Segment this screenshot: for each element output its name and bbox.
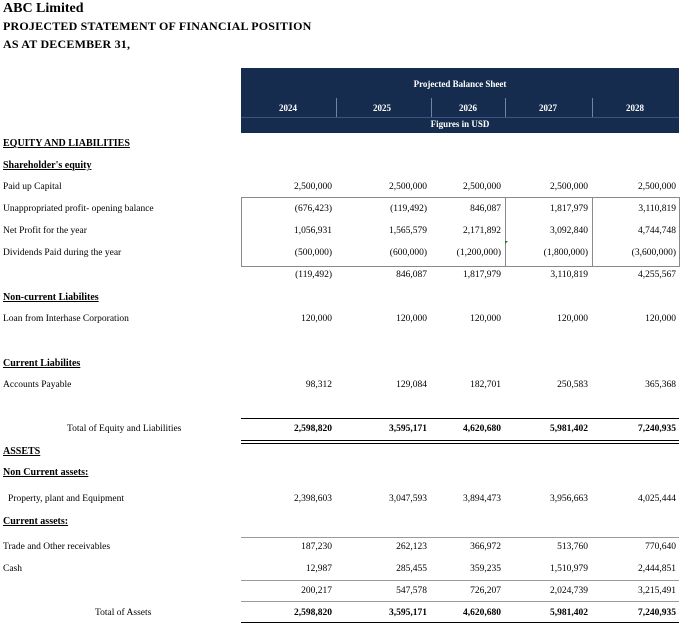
section-current-liabilities: Current Liabilites <box>3 358 81 369</box>
cell-net-profit-2028: 4,744,748 <box>638 226 676 236</box>
cell-loan-2026: 120,000 <box>470 314 501 324</box>
section-equity-liabilities: EQUITY AND LIABILITIES <box>3 138 130 149</box>
cell-comment-marker <box>505 241 508 244</box>
total-top-rule <box>241 418 679 419</box>
year-header-2025: 2025 <box>373 103 391 113</box>
cell-dividends-2026: (1,200,000) <box>456 248 501 258</box>
cell-unappropriated-closing-2024: (119,492) <box>295 270 332 280</box>
cell-current-assets-total-2028: 3,215,491 <box>638 586 676 596</box>
cell-receivables-2027: 513,760 <box>557 542 588 552</box>
cell-unappropriated-closing-2025: 846,087 <box>396 270 427 280</box>
cell-current-assets-total-2024: 200,217 <box>301 586 332 596</box>
current-assets-top-rule <box>241 537 679 538</box>
cell-receivables-2028: 770,640 <box>645 542 676 552</box>
cell-net-profit-2024: 1,056,931 <box>294 226 332 236</box>
cell-cash-2025: 285,455 <box>396 564 427 574</box>
cell-unappropriated-opening-2024: (676,423) <box>294 204 332 214</box>
row-label-total-assets: Total of Assets <box>95 608 152 618</box>
row-label-net-profit: Net Profit for the year <box>3 226 87 236</box>
cell-receivables-2026: 366,972 <box>470 542 501 552</box>
section-assets: ASSETS <box>3 446 41 457</box>
year-divider <box>336 98 337 117</box>
section-shareholders-equity: Shareholder's equity <box>3 160 92 171</box>
cell-loan-2027: 120,000 <box>557 314 588 324</box>
row-label-dividends: Dividends Paid during the year <box>3 248 122 258</box>
section-non-current-liabilities: Non-current Liabilites <box>3 292 99 303</box>
cell-accounts-payable-2025: 129,084 <box>396 380 427 390</box>
banner-divider <box>241 117 679 118</box>
cell-receivables-2024: 187,230 <box>301 542 332 552</box>
cell-loan-2024: 120,000 <box>301 314 332 324</box>
row-label-total-equity-liabilities: Total of Equity and Liabilities <box>67 424 182 434</box>
cell-unappropriated-closing-2026: 1,817,979 <box>463 270 501 280</box>
section-current-assets: Current assets: <box>3 516 69 527</box>
cell-paid-up-capital-2024: 2,500,000 <box>294 182 332 192</box>
section-non-current-assets: Non Current assets: <box>3 467 89 478</box>
cell-total-assets-2026: 4,620,680 <box>463 608 501 618</box>
cell-total-equity-liabilities-2027: 5,981,402 <box>550 424 588 434</box>
year-header-2024: 2024 <box>279 103 297 113</box>
cell-ppe-2026: 3,894,473 <box>463 494 501 504</box>
cell-unappropriated-opening-2026: 846,087 <box>470 204 501 214</box>
cell-total-equity-liabilities-2028: 7,240,935 <box>638 424 676 434</box>
cell-net-profit-2027: 3,092,840 <box>550 226 588 236</box>
row-label-unappropriated-opening: Unappropriated profit- opening balance <box>3 204 154 214</box>
current-assets-subtotal-rule <box>241 580 679 581</box>
cell-unappropriated-opening-2025: (119,492) <box>390 204 427 214</box>
cell-total-equity-liabilities-2025: 3,595,171 <box>389 424 427 434</box>
cell-current-assets-total-2025: 547,578 <box>396 586 427 596</box>
cell-dividends-2024: (500,000) <box>294 248 332 258</box>
total-assets-top-rule <box>241 601 679 602</box>
cell-net-profit-2026: 2,171,892 <box>463 226 501 236</box>
cell-accounts-payable-2028: 365,368 <box>645 380 676 390</box>
total-assets-bottom-rule <box>241 622 679 623</box>
year-divider <box>592 98 593 117</box>
column-divider <box>592 197 593 267</box>
year-divider <box>505 98 506 117</box>
row-label-loan: Loan from Interhase Corporation <box>3 314 129 324</box>
cell-total-equity-liabilities-2026: 4,620,680 <box>463 424 501 434</box>
cell-dividends-2028: (3,600,000) <box>631 248 676 258</box>
cell-total-assets-2028: 7,240,935 <box>638 608 676 618</box>
cell-cash-2024: 12,987 <box>305 564 332 574</box>
row-label-receivables: Trade and Other receivables <box>3 542 111 552</box>
total-double-rule <box>241 443 679 444</box>
cell-current-assets-total-2027: 2,024,739 <box>550 586 588 596</box>
cell-accounts-payable-2027: 250,583 <box>557 380 588 390</box>
column-divider <box>505 197 506 267</box>
row-label-accounts-payable: Accounts Payable <box>3 380 72 390</box>
cell-dividends-2027: (1,800,000) <box>543 248 588 258</box>
cell-unappropriated-opening-2028: 3,110,819 <box>638 204 676 214</box>
cell-net-profit-2025: 1,565,579 <box>389 226 427 236</box>
year-header-2026: 2026 <box>459 103 477 113</box>
cell-ppe-2025: 3,047,593 <box>389 494 427 504</box>
cell-loan-2028: 120,000 <box>645 314 676 324</box>
cell-cash-2026: 359,235 <box>470 564 501 574</box>
cell-total-equity-liabilities-2024: 2,598,820 <box>294 424 332 434</box>
cell-receivables-2025: 262,123 <box>396 542 427 552</box>
total-double-rule <box>241 440 679 441</box>
cell-total-assets-2027: 5,981,402 <box>550 608 588 618</box>
row-label-paid-up-capital: Paid up Capital <box>3 182 62 192</box>
cell-ppe-2024: 2,398,603 <box>294 494 332 504</box>
cell-total-assets-2025: 3,595,171 <box>389 608 427 618</box>
cell-unappropriated-closing-2028: 4,255,567 <box>638 270 676 280</box>
cell-loan-2025: 120,000 <box>396 314 427 324</box>
cell-unappropriated-closing-2027: 3,110,819 <box>550 270 588 280</box>
cell-total-assets-2024: 2,598,820 <box>294 608 332 618</box>
currency-note: Figures in USD <box>430 119 490 129</box>
row-label-cash: Cash <box>3 564 22 574</box>
cell-cash-2028: 2,444,851 <box>638 564 676 574</box>
cell-accounts-payable-2026: 182,701 <box>470 380 501 390</box>
company-name: ABC Limited <box>3 1 84 16</box>
cell-dividends-2025: (600,000) <box>389 248 427 258</box>
cell-ppe-2028: 4,025,444 <box>638 494 676 504</box>
cell-paid-up-capital-2028: 2,500,000 <box>638 182 676 192</box>
as-at-date: AS AT DECEMBER 31, <box>3 37 131 51</box>
cell-ppe-2027: 3,956,663 <box>550 494 588 504</box>
row-label-ppe: Property, plant and Equipment <box>8 494 124 504</box>
statement-title: PROJECTED STATEMENT OF FINANCIAL POSITION <box>3 19 312 33</box>
cell-cash-2027: 1,510,979 <box>550 564 588 574</box>
banner-title: Projected Balance Sheet <box>413 79 507 89</box>
cell-accounts-payable-2024: 98,312 <box>305 380 332 390</box>
cell-unappropriated-opening-2027: 1,817,979 <box>550 204 588 214</box>
year-header-2028: 2028 <box>626 103 644 113</box>
cell-paid-up-capital-2026: 2,500,000 <box>463 182 501 192</box>
cell-current-assets-total-2026: 726,207 <box>470 586 501 596</box>
year-header-2027: 2027 <box>539 103 557 113</box>
cell-paid-up-capital-2027: 2,500,000 <box>550 182 588 192</box>
cell-paid-up-capital-2025: 2,500,000 <box>389 182 427 192</box>
year-divider <box>431 98 432 117</box>
